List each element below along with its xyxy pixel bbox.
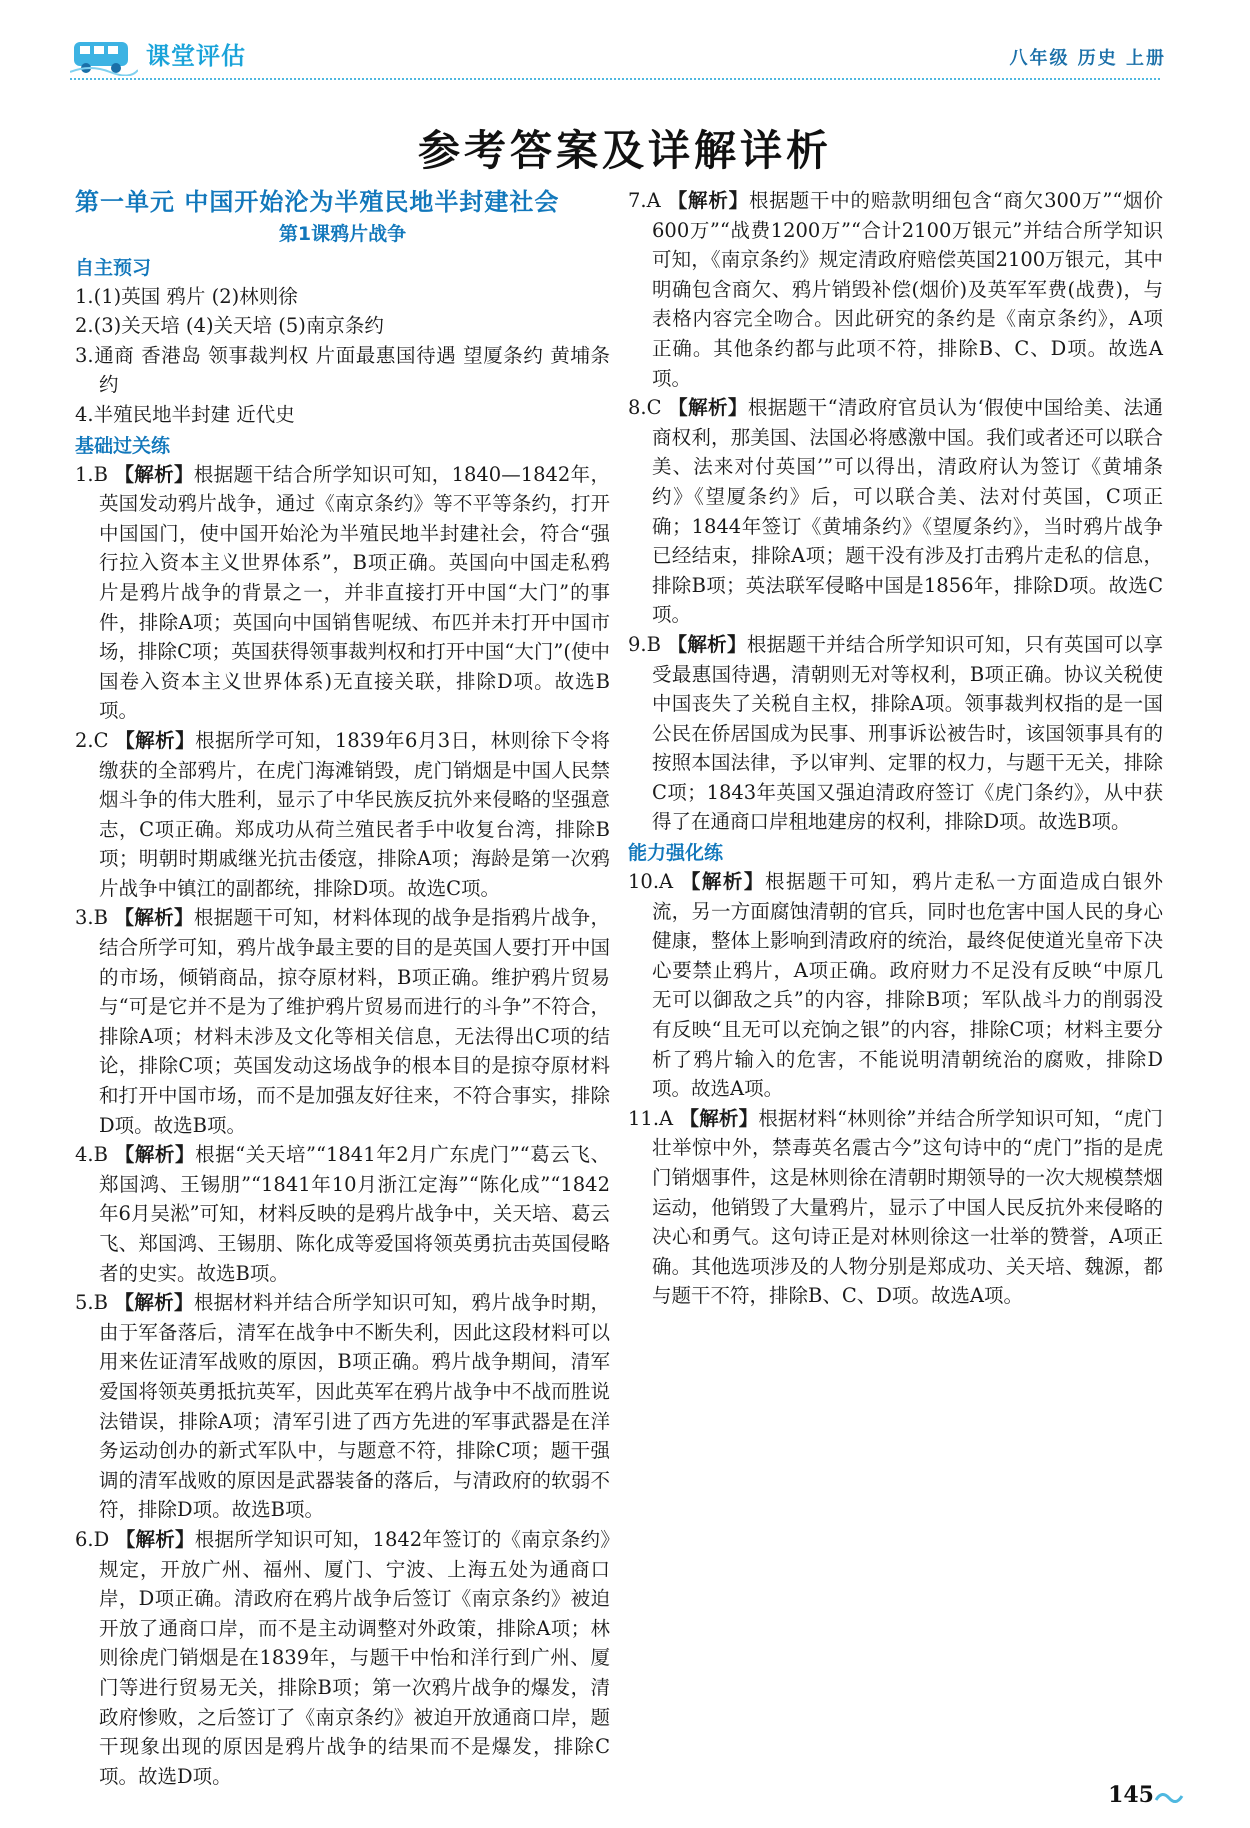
answer-item: 4.B 【解析】根据“关天培”“1841年2月广东虎门”“葛云飞、郑国鸿、王锡朋”“1841年10月浙江定海”“陈化成”“1842年6月吴淞”可知，材料反映的是鸦片战争中，关天培、葛云飞、郑国鸿、王锡朋、陈化成等爱国将领英勇抗击英国侵略者的史实。故选B项。 [75,1143,610,1285]
page-title: 参考答案及详解详析 [417,126,832,175]
grade-subject: 八年级 历史 上册 [1009,48,1166,69]
bus-icon [70,36,138,76]
preview-item: 1.(1)英国 鸦片 (2)林则徐 [75,284,298,308]
preview-item: 2.(3)关天培 (4)关天培 (5)南京条约 [75,314,384,338]
left-column [75,186,610,1791]
right-column [628,186,1163,1311]
answer-item: 7.A 【解析】根据题干中的赔款明细包含“商欠300万”“烟价600万”“战费1200万”“合计2100万银元”并结合所学知识可知，《南京条约》规定清政府赔偿英国2100万银元，其中明确包含商欠、鸦片销毁补偿(烟价)及英军军费(战费)，与表格内容完全吻合。因此研究的条约是《南京条约》，A项正确。其他条约都与此项不符，排除B、C、D项。故选A项。 [628,189,1163,390]
answer-item: 11.A 【解析】根据材料“林则徐”并结合所学知识可知，“虎门壮举惊中外，禁毒英名震古今”这句诗中的“虎门”指的是虎门销烟事件，这是林则徐在清朝时期领导的一次大规模禁烟运动，他销毁了大量鸦片，显示了中国人民反抗外来侵略的决心和勇气。这句诗正是对林则徐这一壮举的赞誉，A项正确。其他选项涉及的人物分别是郑成功、关天培、魏源，都与题干不符，排除B、C、D项。故选A项。 [628,1106,1163,1308]
answer-item: 2.C 【解析】根据所学可知，1839年6月3日，林则徐下令将缴获的全部鸦片，在虎门海滩销毁，虎门销烟是中国人民禁烟斗争的伟大胜利，显示了中华民族反抗外来侵略的坚强意志，C项正确。郑成功从荷兰殖民者手中收复台湾，排除B项；明朝时期戚继光抗击倭寇，排除A项；海龄是第一次鸦片战争中镇江的副都统，排除D项。故选C项。 [75,728,610,900]
answer-item: 3.B 【解析】根据题干可知，材料体现的战争是指鸦片战争，结合所学可知，鸦片战争最主要的目的是英国人要打开中国的市场，倾销商品，掠夺原材料，B项正确。维护鸦片贸易与“可是它并不是为了维护鸦片贸易而进行的斗争”不符合，排除A项；材料未涉及文化等相关信息，无法得出C项的结论，排除C项；英国发动这场战争的根本目的是掠夺原材料和打开中国市场，而不是加强友好往来，不符合事实，排除D项。故选B项。 [75,906,610,1137]
answer-item: 6.D 【解析】根据所学知识可知，1842年签订的《南京条约》规定，开放广州、福州、厦门、宁波、上海五处为通商口岸，D项正确。清政府在鸦片战争后签订《南京条约》被迫开放了通商口岸，而不是主动调整对外政策，排除A项；林则徐虎门销烟是在1839年，与题干中怡和洋行到广州、厦门等进行贸易无关，排除B项；第一次鸦片战争的爆发，清政府惨败，之后签订了《南京条约》被迫开放通商口岸，题干现象出现的原因是鸦片战争的结果而不是爆发，排除C项。故选D项。 [75,1527,610,1788]
answer-item: 8.C 【解析】根据题干“清政府官员认为‘假使中国给美、法通商权利，那美国、法国必将感激中国。我们或者还可以联合美、法来对付英国’”可以得出，清政府认为签订《黄埔条约》《望厦条约》后，可以联合美、法对付英国，C项正确；1844年签订《黄埔条约》《望厦条约》，当时鸦片战争已经结束，排除A项；题干没有涉及打击鸦片走私的信息，排除B项；英法联军侵略中国是1856年，排除D项。故选C项。 [628,396,1163,627]
preview-item: 3.通商 香港岛 领事裁判权 片面最惠国待遇 望厦条约 黄埔条约 [75,343,610,397]
brand-name: 课堂评估 [146,42,246,70]
answer-item: 5.B 【解析】根据材料并结合所学知识可知，鸦片战争时期，由于军备落后，清军在战争中不断失利，因此这段材料可以用来佐证清军战败的原因，B项正确。鸦片战争期间，清军爱国将领英勇抵抗英军，因此英军在鸦片战争中不战而胜说法错误，排除A项；清军引进了西方先进的军事武器是在洋务运动创办的新式军队中，与题意不符，排除C项；题干强调的清军战败的原因是武器装备的落后，与清政府的软弱不符，排除D项。故选B项。 [75,1291,610,1522]
header-divider [70,78,1160,80]
preview-item: 4.半殖民地半封建 近代史 [75,402,295,426]
answer-item: 1.B 【解析】根据题干结合所学知识可知，1840—1842年，英国发动鸦片战争，通过《南京条约》等不平等条约，打开中国国门，使中国开始沦为半殖民地半封建社会，符合“强行拉入资本主义世界体系”，B项正确。英国向中国走私鸦片是鸦片战争的背景之一，并非直接打开中国“大门”的事件，排除A项；英国向中国销售呢绒、布匹并未打开中国市场，排除C项；英国获得领事裁判权和打开中国“大门”(使中国卷入资本主义世界体系)无直接关联，排除D项。故选B项。 [75,462,610,723]
wave-icon [1154,1788,1184,1806]
answer-item: 10.A 【解析】根据题干可知，鸦片走私一方面造成白银外流，另一方面腐蚀清朝的官兵，同时也危害中国人民的身心健康，整体上影响到清政府的统治，最终促使道光皇帝下决心要禁止鸦片，A项正确。政府财力不足没有反映“中原几无可以御敌之兵”的内容，排除B项；军队战斗力的削弱没有反映“且无可以充饷之银”的内容，排除C项；材料主要分析了鸦片输入的危害，不能说明清朝统治的腐败，排除D项。故选A项。 [628,870,1163,1101]
section-basic: 基础过关练 [75,434,171,457]
section-ability: 能力强化练 [628,842,724,865]
unit-title: 第一单元 中国开始沦为半殖民地半封建社会 [75,188,560,216]
page-number: 145 [1108,1782,1154,1808]
lesson-title: 第1课鸦片战争 [278,223,407,245]
section-preview: 自主预习 [75,256,152,279]
page-header [70,30,1180,82]
answer-item: 9.B 【解析】根据题干并结合所学知识可知，只有英国可以享受最惠国待遇，清朝则无对等权利，B项正确。协议关税使中国丧失了关税自主权，排除A项。领事裁判权指的是一国公民在侨居国成为民事、刑事诉讼被告时，该国领事具有的按照本国法律，予以审判、定罪的权力，与题干无关，排除C项；1843年英国又强迫清政府签订《虎门条约》，从中获得了在通商口岸租地建房的权利，排除D项。故选B项。 [628,632,1163,834]
